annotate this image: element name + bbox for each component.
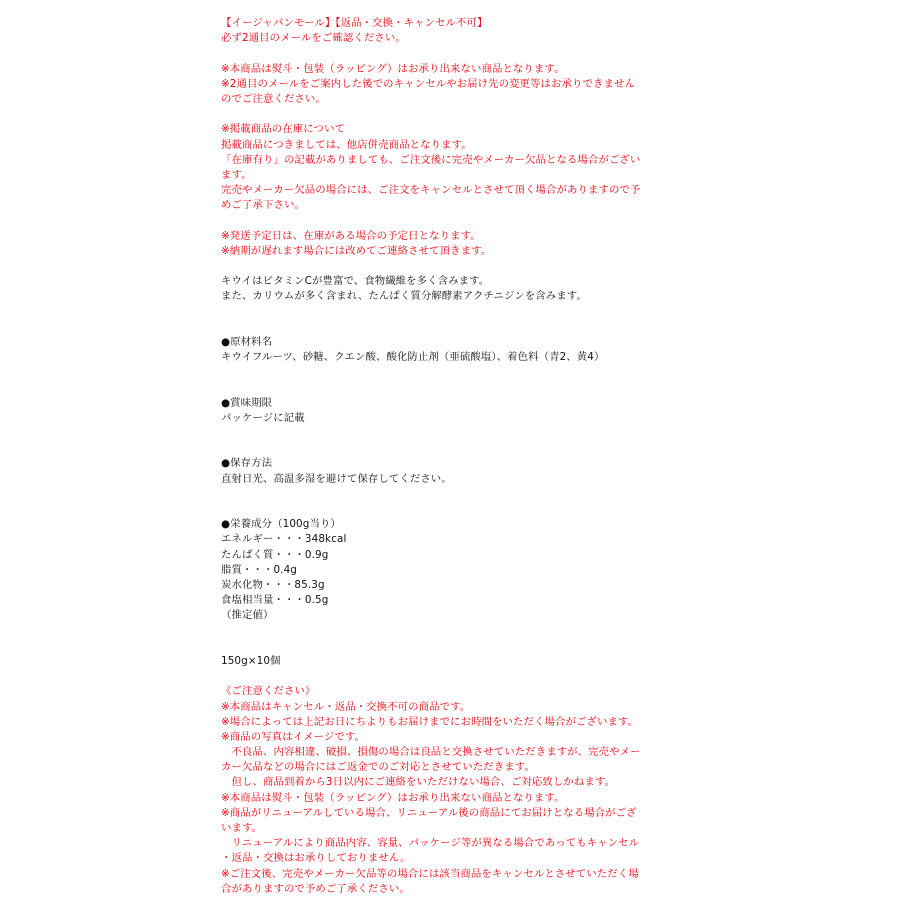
storage-section — [221, 456, 651, 486]
caution-section — [221, 684, 651, 897]
notice-line: 「在庫有り」の記載がありましても、ご注文後に完売やメーカー欠品となる場合がござい — [221, 153, 641, 166]
caution-line: ※ご注文後、完売やメーカー欠品等の場合には該当商品をキャンセルとさせていただく場 — [221, 867, 639, 880]
caution-line: ※商品の写真はイメージです。 — [221, 730, 366, 743]
notice-line: ※本商品は熨斗・包装（ラッピング）はお承り出来ない商品となります。 — [221, 62, 565, 75]
notice-line: めご了承下さい。 — [221, 199, 305, 212]
nutrition-line: 食塩相当量・・・0.5g — [221, 594, 329, 607]
header-notice — [221, 16, 651, 46]
ingredients-text: キウイフルーツ、砂糖、クエン酸、酸化防止剤（亜硫酸塩）、着色料（青2、黄4） — [221, 351, 605, 364]
summary-line: また、カリウムが多く含まれ、たんぱく質分解酵素アクチニジンを含みます。 — [221, 290, 587, 303]
section-heading: ●保存方法 — [221, 457, 273, 470]
best-before-text: パッケージに記載 — [221, 411, 305, 424]
nutrition-line: たんぱく質・・・0.9g — [221, 548, 329, 561]
caution-line: ※本商品はキャンセル・返品・交換不可の商品です。 — [221, 700, 471, 713]
caution-line: ・返品・交換はお承りしておりません。 — [221, 852, 411, 865]
caution-line: リニューアルにより商品内容、容量、パッケージ等が異なる場合であってもキャンセル — [221, 837, 640, 850]
ingredients-section — [221, 335, 651, 365]
nutrition-line: （推定値） — [221, 609, 274, 622]
section-heading: ●栄養成分（100g当り） — [221, 518, 341, 531]
caution-line: 合がありますので予めご了承ください。 — [221, 882, 410, 895]
notice-line: ※納期が遅れます場合には改めてご連絡させて頂きます。 — [221, 244, 492, 257]
header-line: 必ず2通目のメールをご確認ください。 — [221, 32, 406, 45]
notice-line: ※掲載商品の在庫について — [221, 123, 345, 136]
caution-line: カー欠品などの場合にはご返金でのご対応とさせていただきます。 — [221, 761, 535, 774]
notice-line: 完売やメーカー欠品の場合には、ご注文をキャンセルとさせて頂く場合がありますので予 — [221, 184, 641, 197]
header-line: 【イージャパンモール】【返品・交換・キャンセル不可】 — [221, 17, 488, 29]
best-before-section — [221, 396, 651, 426]
section-heading: ●賞味期限 — [221, 396, 273, 409]
nutrition-line: 炭水化物・・・85.3g — [221, 579, 325, 591]
nutrition-line: エネルギー・・・348kcal — [221, 533, 347, 546]
notice-line: 掲載商品につきましては、他店併売商品となります。 — [221, 138, 472, 151]
notice-line: ※2通目のメールをご案内した後でのキャンセルやお届け先の変更等はお承りできません — [221, 77, 635, 90]
summary-line: キウイはビタミンCが豊富で、食物繊維を多く含みます。 — [221, 275, 490, 288]
quantity-section — [221, 654, 651, 669]
caution-line: います。 — [221, 822, 263, 835]
notice-line: ※発送予定日は、在庫がある場合の予定日となります。 — [221, 229, 481, 242]
caution-line: ※本商品は熨斗・包装（ラッピング）はお承り出来ない商品となります。 — [221, 791, 565, 804]
quantity-text: 150g×10個 — [221, 654, 281, 667]
caution-line: ※商品がリニューアルしている場合、リニューアル後の商品にてお届けとなる場合がござ — [221, 806, 637, 819]
storage-text: 直射日光、高温多湿を避けて保存してください。 — [221, 472, 452, 485]
caution-line: ※場合によっては上記お日にちよりもお届けまでにお時間をいただく場合がございます。 — [221, 715, 639, 728]
caution-line: 但し、商品到着から3日以内にご連絡をいただけない場合、ご対応致しかねます。 — [221, 776, 616, 789]
stock-notice — [221, 122, 651, 213]
product-summary — [221, 274, 651, 304]
wrapping-notice — [221, 62, 651, 108]
nutrition-line: 脂質・・・0.4g — [221, 563, 297, 576]
shipping-notice — [221, 229, 651, 259]
caution-heading: 《ご注意ください》 — [221, 685, 316, 698]
product-description — [221, 16, 651, 897]
section-heading: ●原材料名 — [221, 335, 273, 348]
nutrition-section — [221, 517, 651, 623]
caution-line: 不良品、内容相違、破損、損傷の場合は良品と交換させていただきますが、完売やメー — [221, 746, 641, 759]
notice-line: のでご注意ください。 — [221, 92, 326, 105]
notice-line: ます。 — [221, 168, 252, 181]
